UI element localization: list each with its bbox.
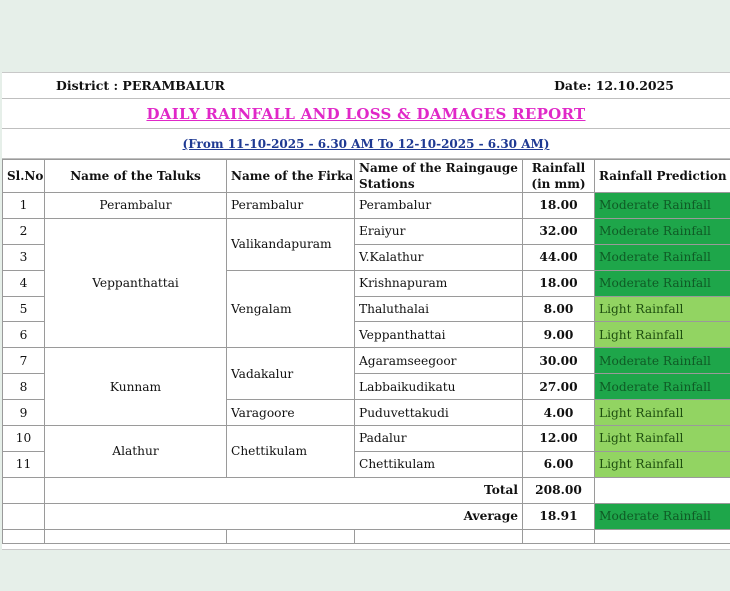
station-cell: Perambalur <box>355 193 523 219</box>
station-cell: Thaluthalai <box>355 296 523 322</box>
sl-cell: 2 <box>3 218 45 244</box>
station-cell: Eraiyur <box>355 218 523 244</box>
sl-cell: 7 <box>3 348 45 374</box>
rainfall-cell: 18.00 <box>523 270 595 296</box>
average-prediction: Moderate Rainfall <box>595 503 730 529</box>
sl-cell: 3 <box>3 244 45 270</box>
col-header-slno: Sl.No <box>3 160 45 193</box>
station-cell: Krishnapuram <box>355 270 523 296</box>
table-row <box>3 426 730 452</box>
report-title: DAILY RAINFALL AND LOSS & DAMAGES REPORT <box>146 105 586 123</box>
sl-cell: 8 <box>3 374 45 400</box>
sl-cell: 9 <box>3 400 45 426</box>
station-cell: Chettikulam <box>355 451 523 477</box>
rainfall-cell: 18.00 <box>523 193 595 219</box>
firka-cell: Vadakalur <box>227 348 355 400</box>
station-cell: Padalur <box>355 426 523 452</box>
blank-cell <box>45 529 227 543</box>
district-label: District : PERAMBALUR <box>56 78 225 93</box>
total-value: 208.00 <box>523 477 595 503</box>
firka-cell: Vengalam <box>227 270 355 348</box>
firka-cell: Valikandapuram <box>227 218 355 270</box>
rainfall-cell: 27.00 <box>523 374 595 400</box>
taluk-cell: Alathur <box>45 426 227 478</box>
prediction-cell: Moderate Rainfall <box>595 374 730 400</box>
average-label: Average <box>45 503 523 529</box>
table-row <box>3 218 730 244</box>
total-row <box>3 477 730 503</box>
sl-cell: 1 <box>3 193 45 219</box>
prediction-cell: Moderate Rainfall <box>595 193 730 219</box>
total-label: Total <box>45 477 523 503</box>
station-cell: V.Kalathur <box>355 244 523 270</box>
station-cell: Puduvettakudi <box>355 400 523 426</box>
report-period: (From 11-10-2025 - 6.30 AM To 12-10-2025 - 6.30 AM) <box>182 137 550 151</box>
prediction-cell: Light Rainfall <box>595 400 730 426</box>
prediction-cell: Moderate Rainfall <box>595 218 730 244</box>
sl-cell: 11 <box>3 451 45 477</box>
col-header-station: Name of the Raingauge Stations <box>355 160 523 193</box>
station-cell: Agaramseegoor <box>355 348 523 374</box>
prediction-cell: Moderate Rainfall <box>595 244 730 270</box>
blank-cell <box>3 529 45 543</box>
station-cell: Labbaikudikatu <box>355 374 523 400</box>
taluk-cell: Perambalur <box>45 193 227 219</box>
taluk-cell: Veppanthattai <box>45 218 227 347</box>
report-sheet <box>2 72 730 550</box>
prediction-cell: Light Rainfall <box>595 322 730 348</box>
rainfall-cell: 44.00 <box>523 244 595 270</box>
col-header-firka: Name of the Firka <box>227 160 355 193</box>
col-header-prediction: Rainfall Prediction <box>595 160 730 193</box>
taluk-cell: Kunnam <box>45 348 227 426</box>
average-row <box>3 503 730 529</box>
rainfall-cell: 6.00 <box>523 451 595 477</box>
header-row <box>2 73 730 99</box>
firka-cell: Chettikulam <box>227 426 355 478</box>
rainfall-cell: 12.00 <box>523 426 595 452</box>
table-row <box>3 193 730 219</box>
blank-cell <box>227 529 355 543</box>
rainfall-cell: 9.00 <box>523 322 595 348</box>
prediction-cell: Moderate Rainfall <box>595 348 730 374</box>
title-row <box>2 99 730 129</box>
average-value: 18.91 <box>523 503 595 529</box>
report-date: Date: 12.10.2025 <box>554 78 674 93</box>
blank-cell <box>595 529 730 543</box>
filler-row <box>3 529 730 543</box>
rainfall-cell: 30.00 <box>523 348 595 374</box>
col-header-taluk: Name of the Taluks <box>45 160 227 193</box>
table-row <box>3 348 730 374</box>
station-cell: Veppanthattai <box>355 322 523 348</box>
sl-cell: 6 <box>3 322 45 348</box>
firka-cell: Varagoore <box>227 400 355 426</box>
prediction-cell: Light Rainfall <box>595 451 730 477</box>
blank-cell <box>3 503 45 529</box>
sl-cell: 4 <box>3 270 45 296</box>
rainfall-cell: 4.00 <box>523 400 595 426</box>
prediction-cell: Light Rainfall <box>595 426 730 452</box>
rainfall-table <box>2 159 730 544</box>
blank-cell <box>3 477 45 503</box>
blank-cell <box>523 529 595 543</box>
sl-cell: 5 <box>3 296 45 322</box>
period-row <box>2 129 730 159</box>
rainfall-cell: 8.00 <box>523 296 595 322</box>
rainfall-cell: 32.00 <box>523 218 595 244</box>
col-header-rainfall: Rainfall (in mm) <box>523 160 595 193</box>
firka-cell: Perambalur <box>227 193 355 219</box>
blank-cell <box>355 529 523 543</box>
prediction-cell: Moderate Rainfall <box>595 270 730 296</box>
sl-cell: 10 <box>3 426 45 452</box>
blank-cell <box>595 477 730 503</box>
prediction-cell: Light Rainfall <box>595 296 730 322</box>
table-header-row <box>3 160 730 193</box>
